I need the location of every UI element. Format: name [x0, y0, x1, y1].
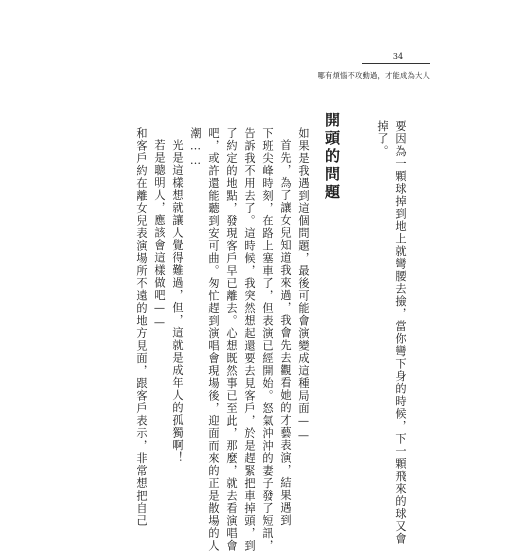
body-line-3: 如果是我遇到這個問題，最後可能會演變成這種局面——: [297, 127, 310, 444]
section-heading: 開頭的問題: [323, 112, 341, 202]
body-line-6: 告訴我不用去了。這時候，我突然想起還要去見客戶，於是趕緊把車掉頭，到: [243, 127, 256, 552]
body-line-5: 下班尖峰時刻，在路上塞車了，但表演已經開始。怒氣沖沖的妻子發了短訊，: [261, 127, 274, 552]
body-line-4: 首先，為了讓女兒知道我來過，我會先去觀看她的才藝表演，結果遇到: [279, 139, 292, 527]
page-number: 34: [392, 52, 404, 61]
body-line-7: 了約定的地點，發現客戶早已離去。心想既然事已至此，那麼，就去看演唱會: [225, 127, 238, 552]
header-rule: [362, 63, 430, 64]
body-line-9: 潮……: [189, 127, 202, 169]
body-line-2: 掉了。: [376, 120, 389, 158]
body-line-1: 要因為一顆球掉到地上就彎腰去撿，當你彎下身的時候，下一顆飛來的球又會: [394, 120, 407, 545]
body-line-10: 光是這樣想就讓人覺得難過，但，這就是成年人的孤獨啊！: [171, 139, 184, 464]
body-line-12: 和客戶約在離女兒表演場所不遠的地方見面，跟客戶表示，非常想把自己: [135, 127, 148, 527]
body-line-8: 吧，或許還能聽到安可曲。匆忙趕到演唱會現場後，迎面而來的正是散場的人: [207, 127, 220, 552]
body-line-11: 若是聰明人，應該會這樣做吧——: [153, 139, 166, 331]
running-head: 哪有煩惱不攻動過，才能成為大人: [317, 71, 430, 80]
